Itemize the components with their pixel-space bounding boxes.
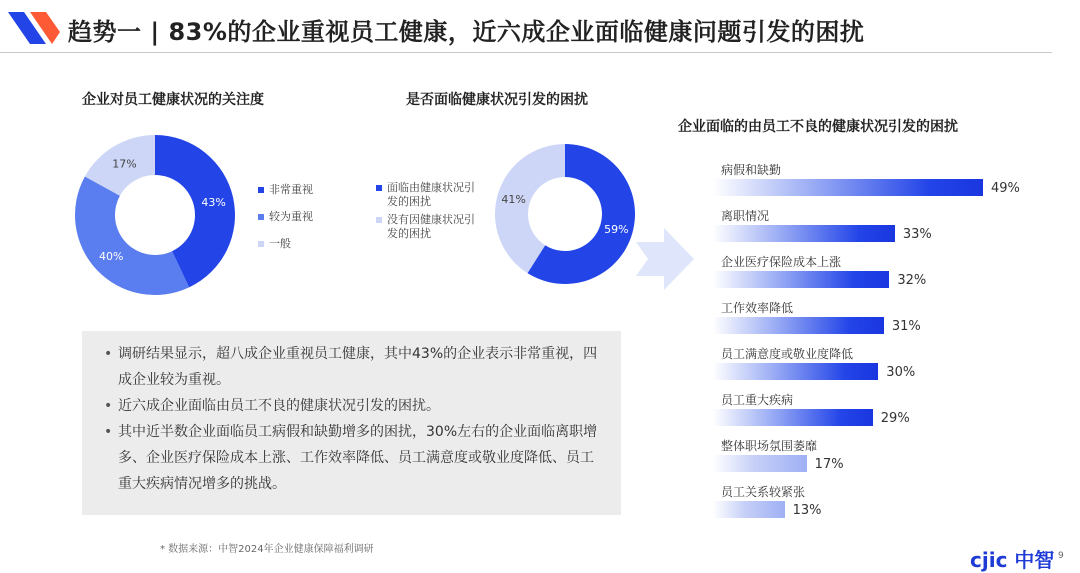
summary-box xyxy=(82,331,621,515)
legend-item-very-important xyxy=(258,183,353,197)
bar-value-label: 30% xyxy=(886,365,916,380)
page-number: 9 xyxy=(1058,551,1064,561)
summary-list xyxy=(82,331,621,497)
chart-1-legend xyxy=(258,183,353,264)
bar xyxy=(713,271,889,288)
bar-value-label: 31% xyxy=(891,319,921,334)
legend-label: 没有因健康状况引发的困扰 xyxy=(387,213,475,240)
average-value-label: 17% xyxy=(112,157,137,171)
bar-category-label: 整体职场氛围萎靡 xyxy=(721,439,818,453)
bar xyxy=(713,363,878,380)
bar-value-label: 33% xyxy=(902,227,932,242)
bar-category-label: 员工重大疾病 xyxy=(721,393,794,407)
bar xyxy=(713,179,983,196)
bar-category-label: 员工满意度或敬业度降低 xyxy=(721,347,854,361)
bar-value-label: 29% xyxy=(880,411,910,426)
source-note: * 数据来源：中智2024年企业健康保障福利调研 xyxy=(160,544,374,555)
right-arrow-icon xyxy=(636,228,694,290)
bar-category-label: 离职情况 xyxy=(721,209,770,223)
bar xyxy=(713,409,873,426)
legend-label: 非常重视 xyxy=(269,183,313,196)
logo-mark-icon xyxy=(8,10,60,46)
bar xyxy=(713,501,785,518)
legend-item-average xyxy=(258,237,353,251)
summary-bullet: • 近六成企业面临由员工不良的健康状况引发的困扰。 xyxy=(104,393,605,419)
bar-category-label: 员工关系较紧张 xyxy=(721,485,806,499)
bar-value-label: 49% xyxy=(991,181,1020,196)
chart-3-title: 企业面临的由员工不良的健康状况引发的困扰 xyxy=(678,119,958,135)
legend-item-fairly-important xyxy=(258,210,353,224)
very-important-value-label: 43% xyxy=(201,195,226,209)
bar xyxy=(713,317,884,334)
legend-label: 面临由健康状况引发的困扰 xyxy=(387,181,475,208)
bar xyxy=(713,225,895,242)
chart-2-title: 是否面临健康状况引发的困扰 xyxy=(406,92,588,108)
bar xyxy=(713,455,807,472)
summary-bullet: • 调研结果显示，超八成企业重视员工健康，其中43%的企业表示非常重视，四成企业较为重视。 xyxy=(104,341,605,393)
no-trouble-value-label: 41% xyxy=(501,193,526,207)
title-divider xyxy=(0,52,1052,53)
bar-category-label: 病假和缺勤 xyxy=(721,163,782,177)
chart-2-legend xyxy=(376,181,476,254)
fairly-important-value-label: 40% xyxy=(99,250,124,264)
legend-label: 一般 xyxy=(269,237,291,250)
bar-category-label: 企业医疗保险成本上涨 xyxy=(721,255,842,269)
bar-category-label: 工作效率降低 xyxy=(721,301,794,315)
brand-logo: cjic 中智 xyxy=(970,548,1055,572)
bar-value-label: 17% xyxy=(814,457,844,472)
fairly-important-slice xyxy=(75,176,189,295)
trouble-donut-chart xyxy=(494,143,636,285)
legend-label: 较为重视 xyxy=(269,210,313,223)
summary-bullet: • 其中近半数企业面临员工病假和缺勤增多的困扰，30%左右的企业面临离职增多、企业医疗保险成本上涨、工作效率降低、员工满意度或敬业度降低、员工重大疾病情况增多的挑战。 xyxy=(104,419,605,497)
chart-1-title: 企业对员工健康状况的关注度 xyxy=(82,92,264,108)
bar-value-label: 13% xyxy=(792,503,822,518)
page-title: 趋势一 | 83%的企业重视员工健康，近六成企业面临健康问题引发的困扰 xyxy=(68,18,865,46)
bar-value-label: 32% xyxy=(897,273,927,288)
attention-donut-chart xyxy=(70,130,240,300)
legend-item-facing-trouble xyxy=(376,181,476,209)
facing-trouble-value-label: 59% xyxy=(604,222,629,236)
legend-item-no-trouble xyxy=(376,213,476,241)
